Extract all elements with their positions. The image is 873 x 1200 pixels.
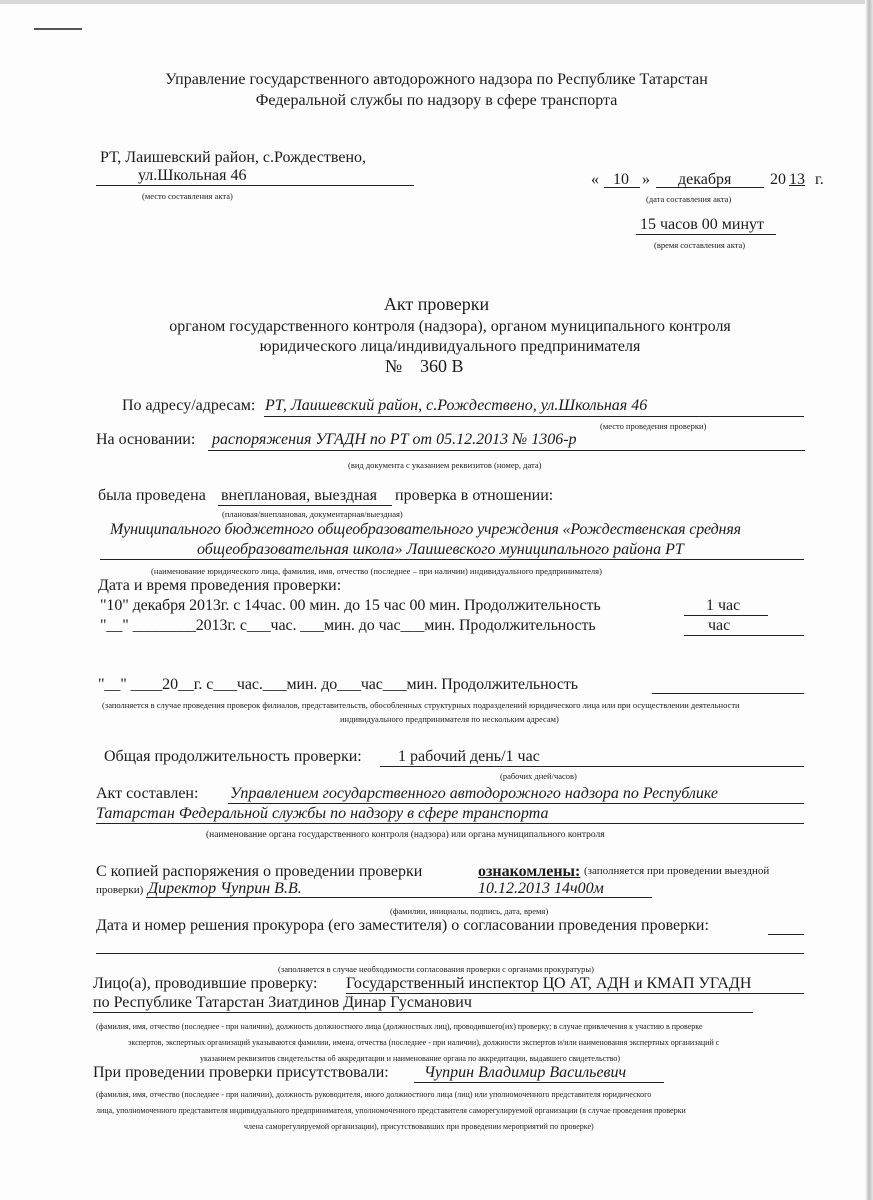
time-caption: (время составления акта) bbox=[654, 240, 746, 250]
address-caption: (место проведения проверки) bbox=[600, 421, 707, 431]
org-name-line1: Муниципального бюджетного общеобразовательного учреждения «Рождественская средняя bbox=[110, 521, 741, 538]
datetime-caption2: индивидуального предпринимателя по нескольким адресам) bbox=[340, 714, 559, 724]
place-caption: (место составления акта) bbox=[142, 191, 233, 201]
total-caption: (рабочих дней/часов) bbox=[500, 771, 577, 781]
total-underline bbox=[380, 766, 804, 767]
datetime-caption1: (заполняется в случае проведения проверок филиалов, представительств, обособленных структурных подразделений юридического лица или при осуществлении деятельности bbox=[102, 700, 740, 710]
datetime-label: Дата и время проведения проверки: bbox=[98, 577, 342, 594]
inspectors-caption2: экспертов, экспертных организаций указываются фамилии, имена, отчества (последнее - при наличии), должности экспертов и/или наименования экспертных организаций с bbox=[128, 1038, 720, 1047]
copy-person: Директор Чуприн В.В. bbox=[148, 880, 302, 897]
basis-underline bbox=[208, 450, 805, 451]
present-underline bbox=[414, 1082, 664, 1083]
basis-label: На основании: bbox=[96, 431, 196, 448]
present-caption3: члена саморегулируемой организации), присутствовавших при проведении мероприятий по проверке) bbox=[244, 1122, 594, 1131]
datetime-row1: "10" декабря 2013г. с 14час. 00 мин. до 15 час 00 мин. Продолжительность bbox=[100, 597, 601, 614]
present-caption2: лица, уполномоченного представителя индивидуального предпринимателя, уполномоченного представителя саморегулируемой организации (в случае проведения проверки bbox=[96, 1106, 686, 1115]
scan-edge-right bbox=[865, 0, 873, 1200]
copy-note1: (заполняется при проведении выездной bbox=[584, 865, 770, 877]
row3-duration-underline bbox=[652, 693, 804, 694]
org-underline bbox=[100, 559, 804, 560]
date-caption: (дата составления акта) bbox=[646, 194, 732, 204]
date-year-unit: г. bbox=[815, 171, 824, 188]
date-open-quote: « bbox=[591, 171, 599, 188]
compiled-caption: (наименование органа государственного контроля (надзора) или органа муниципального контроля bbox=[206, 830, 605, 840]
date-year-prefix: 20 bbox=[770, 171, 786, 188]
datetime-row2: "__" ________2013г. с___час. ___мин. до час___мин. Продолжительность bbox=[100, 617, 596, 634]
prosecutor-underline-2 bbox=[96, 953, 804, 954]
address-underline bbox=[264, 416, 804, 417]
org-caption: (наименование юридического лица, фамилия, имя, отчество (последнее – при наличии) индивидуального предпринимателя) bbox=[151, 566, 602, 576]
inspection-suffix: проверка в отношении: bbox=[395, 487, 554, 504]
compiled-label: Акт составлен: bbox=[96, 785, 199, 802]
compiled-underline-2 bbox=[96, 823, 804, 824]
inspectors-caption3: указанием реквизитов свидетельства об аккредитации и наименование органа по аккредитации, выдавшего свидетельство) bbox=[200, 1054, 621, 1063]
date-day: 10 bbox=[613, 171, 629, 188]
total-label: Общая продолжительность проверки: bbox=[104, 748, 362, 765]
address-value: РТ, Лаишевский район, с.Рождествено, ул.Школьная 46 bbox=[265, 397, 648, 414]
prosecutor-underline-1 bbox=[768, 934, 804, 935]
place-underline bbox=[96, 185, 414, 186]
scan-mark bbox=[34, 28, 82, 30]
prosecutor-text: Дата и номер решения прокурора (его заместителя) о согласовании проведения проверки: bbox=[96, 917, 709, 934]
act-title: Акт проверки bbox=[383, 294, 490, 314]
inspection-type-underline bbox=[218, 505, 392, 506]
inspection-type-caption: (плановая/внеплановая, документарная/выездная) bbox=[222, 509, 403, 519]
inspection-type: внеплановая, выездная bbox=[221, 487, 378, 504]
scan-edge-top bbox=[0, 0, 873, 4]
copy-acquainted: ознакомлены: bbox=[478, 863, 581, 880]
prosecutor-caption: (заполняется в случае необходимости согласования проверки с органами прокуратуры) bbox=[278, 964, 594, 974]
date-close-quote: » bbox=[642, 171, 650, 188]
header-line1: Управление государственного автодорожного надзора по Республике Татарстан bbox=[165, 71, 708, 88]
copy-text: С копией распоряжения о проведении проверки bbox=[96, 863, 423, 880]
date-year-suffix: 13 bbox=[789, 171, 805, 188]
copy-datetime: 10.12.2013 14ч00м bbox=[478, 880, 604, 897]
compiled-line2: Татарстан Федеральной службы по надзору в сфере транспорта bbox=[96, 805, 549, 822]
inspectors-caption1: (фамилия, имя, отчество (последнее - при наличии), должность должностного лица (должностных лиц), проводившего(их) проверку; в случае привлечения к участию в проверке bbox=[96, 1022, 703, 1031]
address-label: По адресу/адресам: bbox=[122, 397, 256, 414]
inspectors-line2: по Республике Татарстан Зиатдинов Динар Гусманович bbox=[93, 994, 472, 1011]
act-subtitle-2: юридического лица/индивидуального предпринимателя bbox=[259, 338, 641, 355]
total-value: 1 рабочий день/1 час bbox=[398, 748, 540, 765]
inspection-prefix: была проведена bbox=[98, 487, 206, 504]
inspectors-underline-2 bbox=[93, 1012, 753, 1013]
inspectors-line1: Государственный инспектор ЦО АТ, АДН и КМАП УГАДН bbox=[346, 975, 752, 992]
copy-caption: (фамилии, инициалы, подпись, дата, время) bbox=[390, 906, 549, 916]
copy-note2: проверки) bbox=[96, 884, 144, 896]
act-number-sign: № bbox=[385, 356, 403, 376]
place-line2: ул.Школьная 46 bbox=[138, 167, 247, 184]
compiled-line1: Управлением государственного автодорожного надзора по Республике bbox=[230, 785, 719, 802]
present-label: При проведении проверки присутствовали: bbox=[93, 1064, 389, 1081]
datetime-row3: "__" ____20__г. с___час.___мин. до___час___мин. Продолжительность bbox=[98, 676, 578, 693]
datetime-row2-duration: час bbox=[708, 617, 731, 634]
present-value: Чуприн Владимир Васильевич bbox=[424, 1064, 627, 1081]
date-month: декабря bbox=[678, 171, 732, 188]
place-line1: РТ, Лаишевский район, с.Рождествено, bbox=[100, 149, 367, 166]
act-number: 360 В bbox=[420, 356, 464, 376]
datetime-row1-duration: 1 час bbox=[706, 597, 741, 614]
basis-value: распоряжения УГАДН по РТ от 05.12.2013 № 1306-р bbox=[212, 431, 577, 448]
present-caption1: (фамилия, имя, отчество (последнее - при наличии), должность руководителя, иного должностного лица (лиц) или уполномоченного представителя юридического bbox=[96, 1090, 652, 1099]
row2-duration-underline bbox=[684, 635, 804, 636]
basis-caption: (вид документа с указанием реквизитов (номер, дата) bbox=[348, 460, 542, 470]
org-name-line2: общеобразовательная школа» Лаишевского муниципального района РТ bbox=[197, 541, 684, 558]
time-value: 15 часов 00 минут bbox=[640, 216, 765, 233]
act-subtitle-1: органом государственного контроля (надзора), органом муниципального контроля bbox=[169, 318, 731, 335]
header-line2: Федеральной службы по надзору в сфере транспорта bbox=[255, 92, 618, 109]
time-underline bbox=[636, 234, 776, 235]
inspectors-label: Лицо(а), проводившие проверку: bbox=[93, 975, 318, 992]
